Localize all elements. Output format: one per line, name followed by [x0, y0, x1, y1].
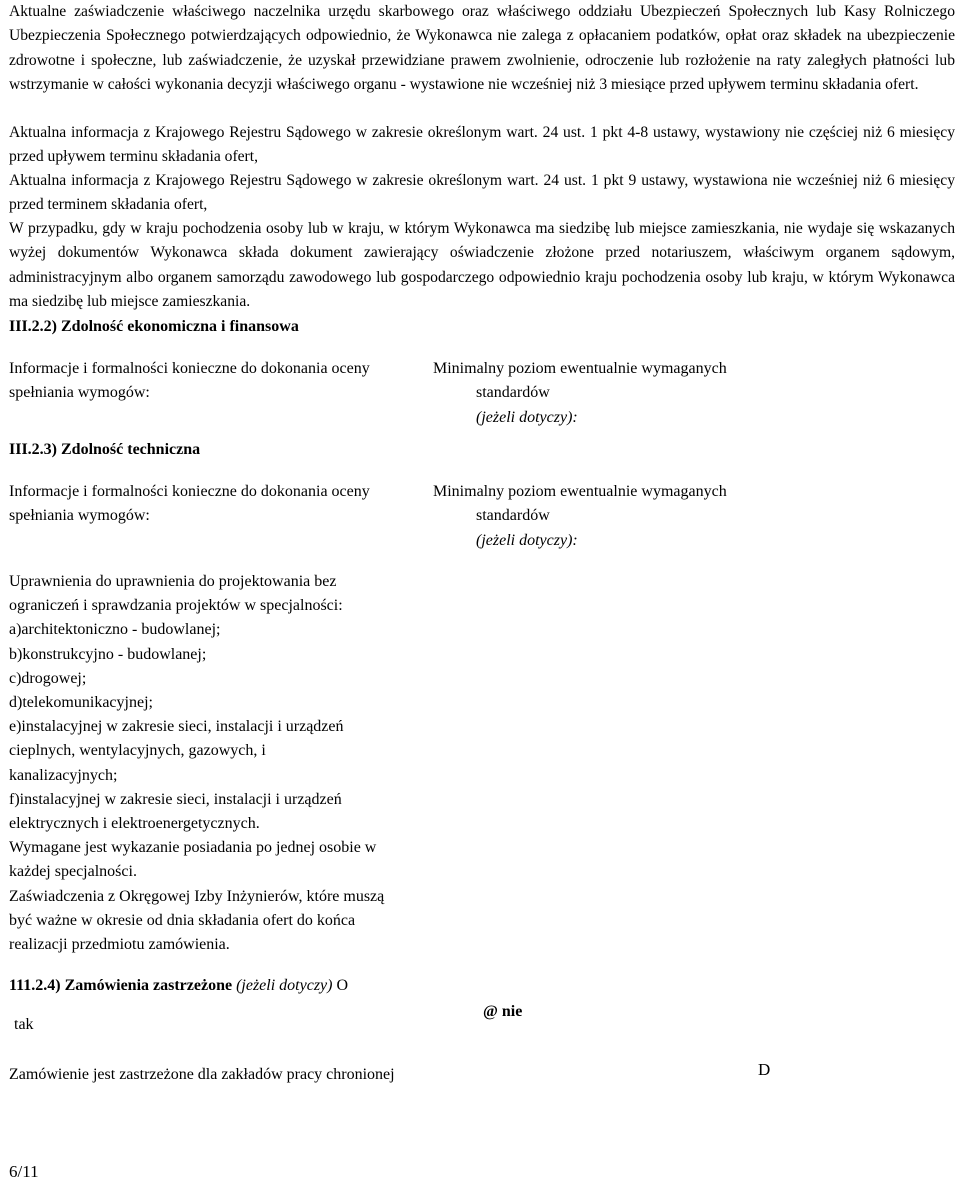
- reserved-contract-label: Zamówienie jest zastrzeżone dla zakładów pracy chronionej: [9, 1066, 395, 1083]
- requirement-line: c)drogowej;: [9, 669, 87, 687]
- heading-section-322: III.2.2) Zdolność ekonomiczna i finansowa: [9, 318, 299, 335]
- requirement-line: kanalizacyjnych;: [9, 766, 118, 784]
- heading-section-324: [9, 977, 348, 995]
- technical-requirements-list: [9, 570, 449, 957]
- heading-324-italic: (jeżeli dotyczy): [236, 977, 333, 994]
- col-header-min-323-line3: (jeżeli dotyczy):: [476, 532, 578, 549]
- requirement-line: a)architektoniczno - budowlanej;: [9, 621, 221, 639]
- requirement-line: elektrycznych i elektroenergetycznych.: [9, 815, 260, 833]
- requirement-line: Uprawnienia do uprawnienia do projektowania bez: [9, 573, 337, 590]
- paragraph-tax-certificate: Aktualne zaświadczenie właściwego naczelnika urzędu skarbowego oraz właściwego oddziału Ubezpieczeń Społecznych lub Kasy Rolniczego Ubezpieczenia Społecznego potwierdzających odpowiednio, że Wykonawca nie zalega z opłacaniem podatków, opłat oraz składek na ubezpieczenie zdrowotne i społeczne, lub zaświadczenie, że uzyskał przewidziane prawem zwolnienie, odroczenie lub rozłożenie na raty zaległych płatności lub wstrzymanie w całości wykonania decyzji właściwego organu - wystawione nie wcześniej niż 3 miesiące przed upływem terminu składania ofert.: [9, 3, 955, 93]
- requirement-line: Zaświadczenia z Okręgowej Izby Inżynierów, które muszą: [9, 887, 385, 905]
- col-header-min-323-line2: standardów: [476, 507, 550, 524]
- option-nie: @ nie: [483, 1003, 523, 1020]
- requirement-line: d)telekomunikacyjnej;: [9, 694, 153, 712]
- col-header-info-323-line1: Informacje i formalności konieczne do dokonania oceny: [9, 483, 370, 500]
- requirement-line: cieplnych, wentylacyjnych, gazowych, i: [9, 742, 266, 760]
- requirement-line: e)instalacyjnej w zakresie sieci, instalacji i urządzeń: [9, 718, 344, 736]
- col-header-info-323-line2: spełniania wymogów:: [9, 507, 150, 524]
- page-number: 6/11: [9, 1162, 39, 1181]
- heading-section-323: III.2.3) Zdolność techniczna: [9, 441, 201, 458]
- col-header-min-322-line3: (jeżeli dotyczy):: [476, 409, 578, 426]
- requirement-line: każdej specjalności.: [9, 863, 137, 881]
- paragraph-foreign-documents: W przypadku, gdy w kraju pochodzenia osoby lub w kraju, w którym Wykonawca ma siedzibę lub miejsce zamieszkania, nie wydaje się wskazanych wyżej dokumentów Wykonawca składa dokument zawierający oświadczenie złożone przed notariuszem, właściwym organem sądowym, administracyjnym albo organem samorządu zawodowego lub gospodarczego odpowiednio kraju pochodzenia osoby lub kraju, w którym Wykonawca ma siedzibę lub miejsce zamieszkania.: [9, 220, 955, 310]
- col-header-info-322-line2: spełniania wymogów:: [9, 384, 150, 401]
- requirement-line: Wymagane jest wykazanie posiadania po jednej osobie w: [9, 839, 377, 857]
- col-header-min-322-line2: standardów: [476, 384, 550, 401]
- requirement-line: ograniczeń i sprawdzania projektów w specjalności:: [9, 597, 343, 615]
- requirement-line: f)instalacyjnej w zakresie sieci, instalacji i urządzeń: [9, 790, 342, 808]
- heading-324-tail: O: [336, 977, 349, 994]
- heading-324-bold: 111.2.4) Zamówienia zastrzeżone: [9, 977, 233, 994]
- paragraph-krs-info-2: Aktualna informacja z Krajowego Rejestru Sądowego w zakresie określonym wart. 24 ust. 1 pkt 9 ustawy, wystawiona nie wcześniej niż 6 miesięcy przed terminem składania ofert,: [9, 172, 955, 214]
- requirement-line: b)konstrukcyjno - budowlanej;: [9, 645, 207, 663]
- col-header-min-322-line1: Minimalny poziom ewentualnie wymaganych: [433, 360, 727, 377]
- col-header-min-323-line1: Minimalny poziom ewentualnie wymaganych: [433, 483, 727, 500]
- requirement-line: realizacji przedmiotu zamówienia.: [9, 936, 230, 954]
- reserved-contract-checkbox-mark: D: [758, 1060, 771, 1079]
- col-header-info-322-line1: Informacje i formalności konieczne do dokonania oceny: [9, 360, 370, 377]
- requirement-line: być ważne w okresie od dnia składania ofert do końca: [9, 911, 356, 929]
- paragraph-krs-info-1: Aktualna informacja z Krajowego Rejestru Sądowego w zakresie określonym wart. 24 ust. 1 pkt 4-8 ustawy, wystawiony nie częściej niż 6 miesięcy przed upływem terminu składania ofert,: [9, 124, 955, 166]
- option-tak: tak: [14, 1016, 34, 1033]
